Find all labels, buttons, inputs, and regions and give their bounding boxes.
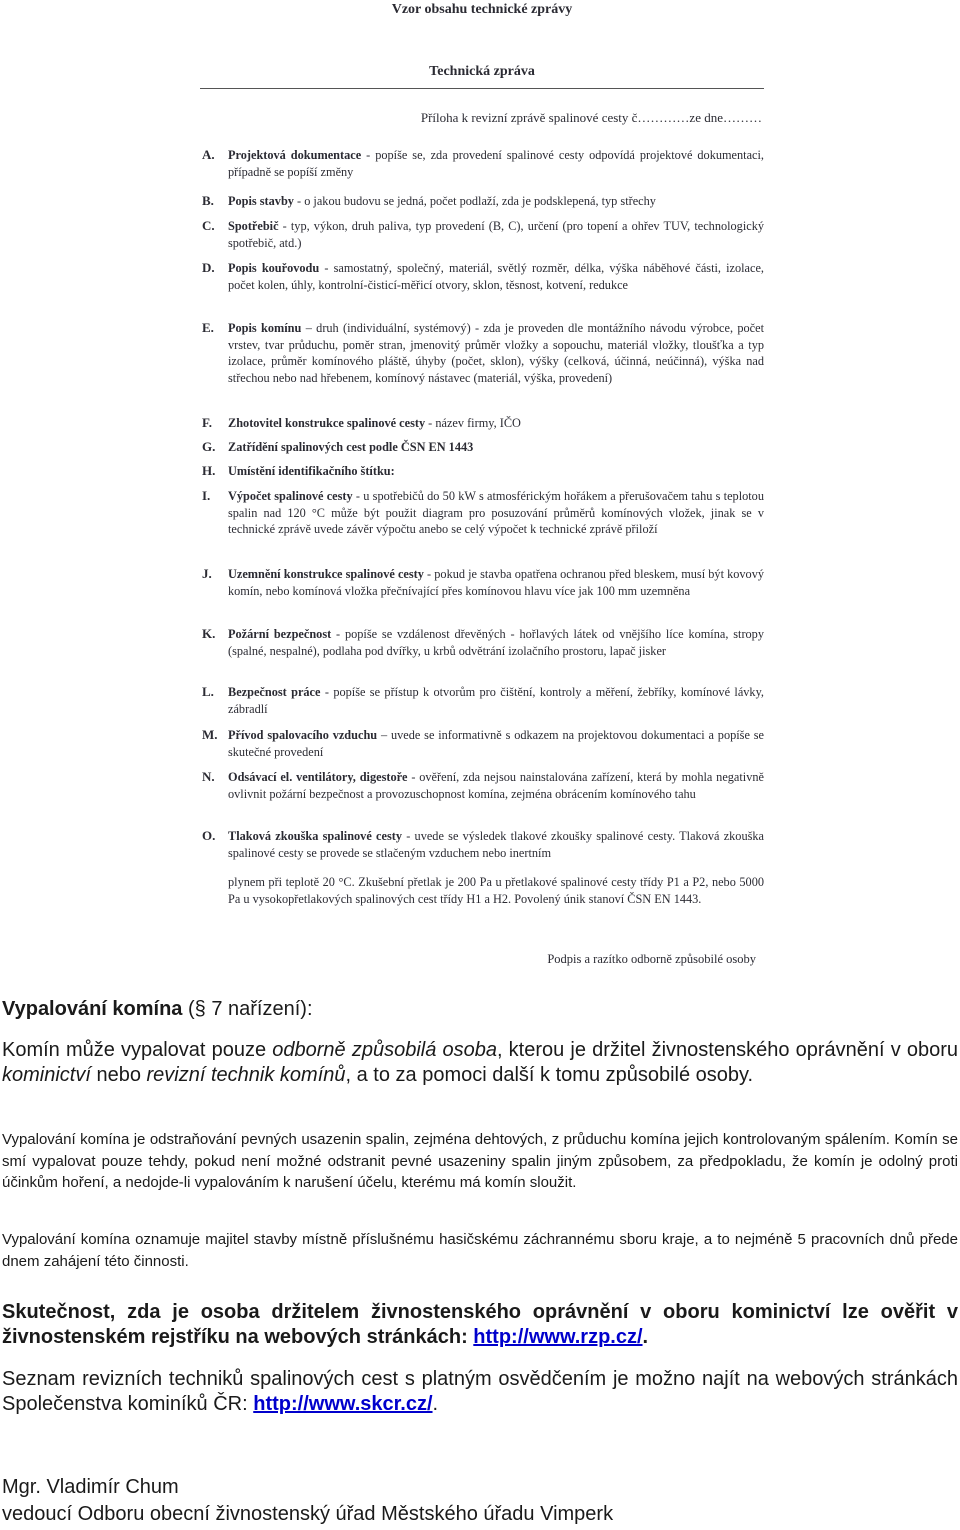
paragraph-technicians-list: Seznam revizních techniků spalinových cest s platným osvědčením je možno najít na webových stránkách Společenstva kominíků ČR: http://www.skcr.cz/.	[2, 1368, 958, 1415]
author-name: Mgr. Vladimír Chum	[2, 1476, 179, 1498]
paragraph-definition: Vypalování komína je odstraňování pevných usazenin spalin, zejména dehtových, z průduchu komína jejich kontrolovaným spálením. Komín se smí vypalovat pouze tehdy, pokud není možné odstranit pevné usazeniny spalin jiným způsobem, za předpokladu, že komín je odolný proti účinkům hoření, a nedojde-li vypalováním k narušení účelu, kterému má komín sloužit.	[2, 1131, 958, 1191]
author-role: vedoucí Odboru obecní živnostenský úřad Městského úřadu Vimperk	[2, 1503, 614, 1525]
paragraph-register-check: Skutečnost, zda je osoba držitelem živnostenského oprávnění v oboru kominictví lze ověřit v živnostenském rejstříku na webových stránkách: http://www.rzp.cz/.	[2, 1301, 958, 1348]
section-heading: Vypalování komína (§ 7 nařízení):	[2, 998, 313, 1020]
template-title: Vzor obsahu technické zprávy	[391, 2, 573, 17]
paragraph-authorized-person: Komín může vypalovat pouze odborně způsobilá osoba, kterou je držitel živnostenského oprávnění v oboru kominictví nebo revizní technik komínů, a to za pomoci další k tomu způsobilé osoby.	[2, 1039, 958, 1086]
author-block	[2, 1474, 613, 1528]
skcr-link[interactable]: http://www.skcr.cz/	[253, 1393, 433, 1415]
title-divider	[200, 88, 764, 89]
report-title: Technická zpráva	[429, 64, 535, 79]
signature-line: Podpis a razítko odborně způsobilé osoby	[547, 952, 756, 966]
appendix-line: Příloha k revizní zprávě spalinové cesty č…………ze dne………	[420, 110, 762, 125]
rzp-link[interactable]: http://www.rzp.cz/	[473, 1326, 643, 1348]
technical-report-template-scan: Vzor obsahu technické zprávy Technická zpráva Příloha k revizní zprávě spalinové cesty č…………ze dne……… A. Projektová dokumentace - popíše se, zda provedení spalinové cesty odpovídá projektové dokumentaci, případně se popíší změny B. Popis stavby - o jakou budovu se jedná, počet podlaží, zda je podsklepená, typ střechy C. Spotřebič - typ, výkon, druh paliva, typ provedení (B, C), určení (pro topení a ohřev TUV, technologický spotřebič, atd.) D. Popis kouřovodu - samostatný, společný, materiál, světlý rozměr, délka, výška náběhové části, izolace, počet kolen, úhly, kontrolní-čisticí-měřicí otvory, sklon, těsnost, kotvení, redukce E. Popis komínu – druh (individuální, systémový) - zda je proveden dle montážního návodu výrobce, počet vrstev, tvar průduchu, poměr stran, jmenovitý průměr vložky a sopouchu, materiál vložky, tloušťka a typ izolace, průměr komínového pláště, úhyby (počet, sklon), výšky (celková, účinná, neúčinná), výška nad střechou nebo nad hřebenem, komínový nástavec (materiál, výška, provedení) F. Zhotovitel konstrukce spalinové cesty - název firmy, IČO G. Zatřídění spalinových cest podle ČSN EN 1443 H. Umístění identifikačního štítku: I. Výpočet spalinové cesty - u spotřebičů do 50 kW s atmosférickým hořákem a přerušovačem tahu s teplotou spalin nad 120 °C může být použit diagram pro posuzování průměrů komínových vložek, jinak se v technické zprávě uvede závěr výpočtu anebo se celý výpočet k technické zprávě přiloží J. Uzemnění konstrukce spalinové cesty - pokud je stavba opatřena ochranou před bleskem, musí být kovový komín, nebo komínová vložka přečnívající přes komínovou hlavu více jak 100 mm uzemněna K. Požární bezpečnost - popíše se vzdálenost dřevěných - hořlavých látek od vnějšího líce komína, stropy (spalné, nespalné), podlaha pod dvířky, u krbů odvětrání izolačního prostoru, lapač jisker L. Bezpečnost práce - popíše se přístup k otvorům pro čištění, kontroly a měření, žebříky, komínové lávky, zábradlí M. Přívod spalovacího vzduchu – uvede se informativně s odkazem na projektovou dokumentaci a popíše se skutečné provedení N. Odsávací el. ventilátory, digestoře - ověření, zda nejsou nainstalována zařízení, která by mohla negativně ovlivnit požární bezpečnost a provozuschopnost komína, zejména obrácením komínového tahu O. Tlaková zkouška spalinové cesty - uvede se výsledek tlakové zkoušky spalinové cesty. Tlaková zkouška spalinové cesty se provede se stlačeným vzduchem nebo inertním plynem při teplotě 20 °C. Zkušební přetlak je 200 Pa u přetlakové spalinové cesty třídy P1 a P2, nebo 5000 Pa u vysokopřetlakových spalinových cest třídy H1 a H2. Povolený únik stanoví ČSN EN 1443. Podpis a razítko odborně způsobilé osoby	[198, 0, 766, 980]
paragraph-notification: Vypalování komína oznamuje majitel stavby místně příslušnému hasičskému záchrannému sboru kraje, a to nejméně 5 pracovních dnů přede dnem zahájení této činnosti.	[2, 1231, 958, 1270]
